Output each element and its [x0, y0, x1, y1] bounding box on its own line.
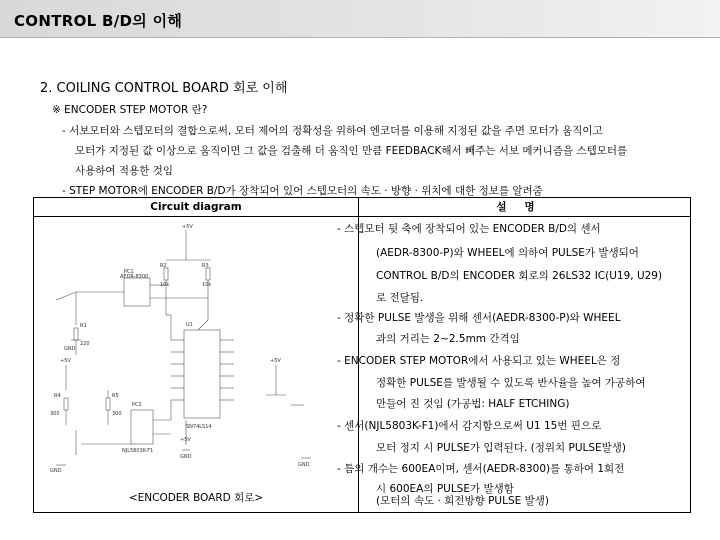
pc1-part: AEDR-8300	[120, 274, 149, 280]
r5-label: R5	[112, 393, 119, 399]
vcc-label-left: +5V	[60, 358, 71, 364]
pc2-label: PC2	[132, 402, 142, 408]
r1-value: 220	[80, 341, 90, 347]
encoder-board-schematic	[36, 220, 356, 482]
pc1-label: PC1	[124, 269, 134, 275]
r5-value: 300	[112, 411, 122, 417]
vcc-label-top: +5V	[182, 224, 193, 230]
page-title: CONTROL B/D의 이해	[14, 12, 183, 30]
intro-line-1: - 서보모터와 스텝모터의 결합으로써, 모터 제어의 정확성을 위하여 엔코더를 이용해 지정된 값을 주면 모터가 움직이고	[62, 125, 603, 137]
desc-line: - 센서(NJL5803K-F1)에서 감지함으로써 U1 15번 핀으로	[337, 420, 602, 432]
desc-line: - 스텝모터 뒷 축에 장착되어 있는 ENCODER B/D의 센서	[337, 223, 601, 235]
desc-line: 과의 거리는 2~2.5mm 간격임	[376, 333, 520, 345]
vcc-label-bottom: +5V	[180, 437, 191, 443]
section-heading: 2. COILING CONTROL BOARD 회로 이해	[40, 81, 288, 96]
desc-line: - 정확한 PULSE 발생을 위해 센서(AEDR-8300-P)와 WHEEL	[337, 312, 621, 324]
desc-line: - ENCODER STEP MOTOR에서 사용되고 있는 WHEEL은 정	[337, 355, 621, 367]
u1-part: SN74LS14	[186, 424, 212, 430]
r3-value: 10k	[202, 282, 212, 288]
title-bar	[0, 0, 720, 38]
r1-label: R1	[80, 323, 87, 329]
circuit-caption: <ENCODER BOARD 회로>	[128, 492, 264, 504]
desc-line: CONTROL B/D의 ENCODER 회로의 26LS32 IC(U19, U29)	[376, 270, 663, 282]
desc-line: 만들어 진 것임 (가공법: HALF ETCHING)	[376, 398, 570, 410]
r2-label: R2	[160, 263, 167, 269]
gnd-label-1: GND	[64, 346, 76, 352]
pc2-part: NJL5803K-F1	[122, 448, 154, 454]
gnd-label-3: GND	[180, 454, 192, 460]
desc-line: 시 600EA의 PULSE가 발생함	[376, 483, 514, 495]
intro-line-2: 모터가 지정된 값 이상으로 움직이면 그 값을 검출해 더 움직인 만큼 FEEDBACK해서 빼주는 서보 메커니즘을 스텝모터를	[75, 145, 628, 157]
gnd-label-4: GND	[298, 462, 310, 468]
title-divider	[0, 37, 720, 38]
intro-line-4: - STEP MOTOR에 ENCODER B/D가 장착되어 있어 스텝모터의 속도 · 방향 · 위치에 대한 정보를 알려줌	[62, 185, 543, 197]
desc-line: (AEDR-8300-P)와 WHEEL에 의하여 PULSE가 발생되어	[376, 247, 639, 259]
desc-line: 정확한 PULSE를 발생될 수 있도록 반사율을 높여 가공하여	[376, 377, 646, 389]
r4-label: R4	[54, 393, 61, 399]
intro-line-3: 사용하여 적용한 것임	[75, 165, 173, 177]
r3-label: R3	[202, 263, 209, 269]
desc-line: (모터의 속도 · 회전방향 PULSE 발생)	[376, 495, 549, 507]
gnd-label-2: GND	[50, 468, 62, 474]
r4-value: 300	[50, 411, 60, 417]
r2-value: 10k	[160, 282, 170, 288]
u1-label: U1	[186, 322, 193, 328]
description-header: 설명	[359, 198, 690, 217]
circuit-diagram-header: Circuit diagram	[34, 198, 359, 217]
desc-line: - 틈의 개수는 600EA이며, 센서(AEDR-8300)를 통하여 1회전	[337, 463, 625, 475]
desc-line: 로 전달됨.	[376, 292, 424, 304]
vcc-label-right: +5V	[270, 358, 281, 364]
desc-line: 모터 정지 시 PULSE가 입력된다. (정위치 PULSE발생)	[376, 442, 627, 454]
intro-question: ※ ENCODER STEP MOTOR 란?	[52, 104, 208, 116]
